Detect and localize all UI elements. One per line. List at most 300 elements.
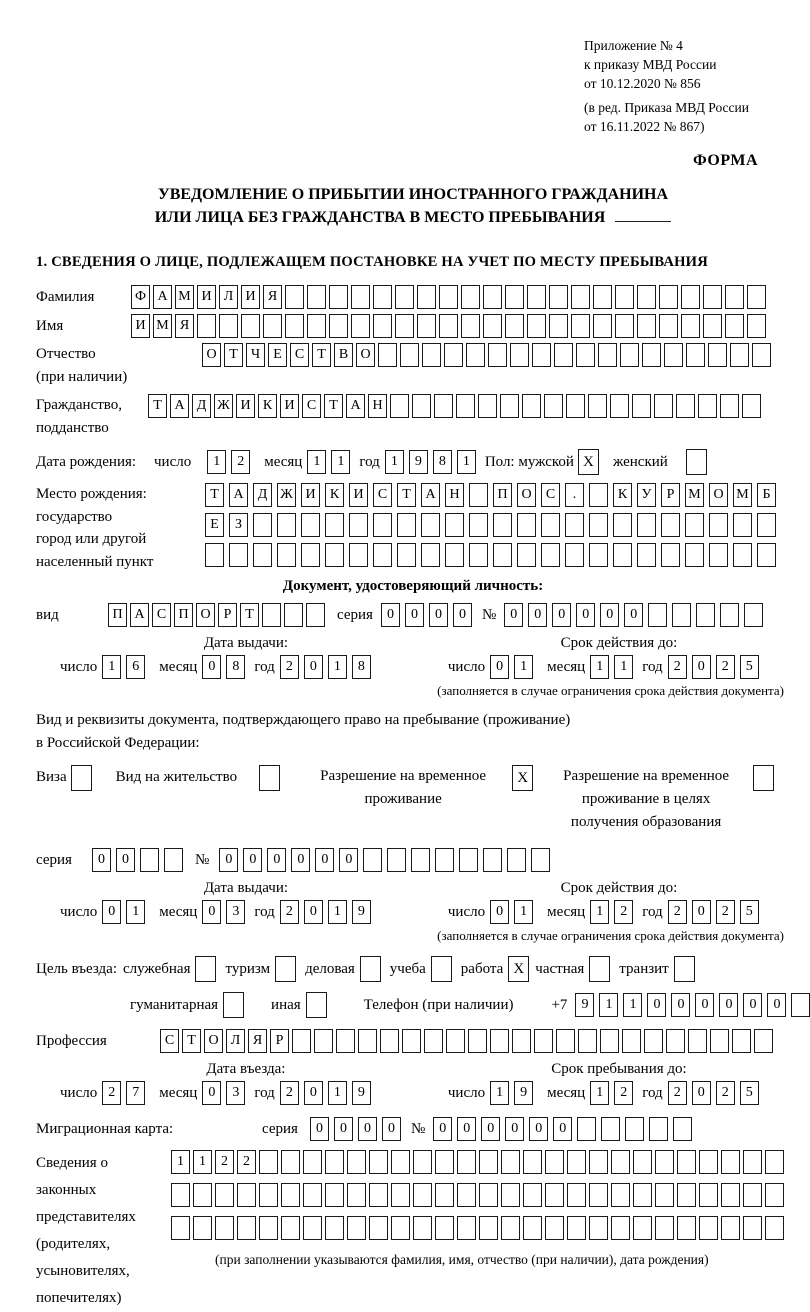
char-cell[interactable] [347, 1150, 366, 1174]
char-cell[interactable] [633, 1150, 652, 1174]
char-cell[interactable] [259, 1216, 278, 1240]
char-cell[interactable] [666, 1029, 685, 1053]
char-cell[interactable] [253, 543, 272, 567]
char-cell[interactable] [676, 394, 695, 418]
char-cell[interactable] [655, 1216, 674, 1240]
char-cell[interactable] [576, 343, 595, 367]
char-cell[interactable] [556, 1029, 575, 1053]
char-cell[interactable] [391, 1183, 410, 1207]
char-cell[interactable] [435, 1183, 454, 1207]
char-cell[interactable] [527, 285, 546, 309]
char-cell[interactable] [435, 1216, 454, 1240]
char-cell[interactable] [601, 1117, 620, 1141]
char-cell[interactable]: 2 [614, 1081, 633, 1105]
char-cell[interactable] [347, 1216, 366, 1240]
char-cell[interactable] [757, 513, 776, 537]
char-cell[interactable]: 1 [328, 900, 347, 924]
char-cell[interactable]: 0 [671, 993, 690, 1017]
char-cell[interactable] [677, 1216, 696, 1240]
char-cell[interactable] [259, 1150, 278, 1174]
char-cell[interactable] [445, 543, 464, 567]
char-cell[interactable] [229, 543, 248, 567]
char-cell[interactable] [545, 1183, 564, 1207]
char-cell[interactable]: А [229, 483, 248, 507]
char-cell[interactable]: У [637, 483, 656, 507]
char-cell[interactable] [589, 1183, 608, 1207]
char-cell[interactable] [459, 848, 478, 872]
char-cell[interactable]: 0 [202, 655, 221, 679]
char-cell[interactable] [281, 1150, 300, 1174]
char-cell[interactable] [306, 603, 325, 627]
char-cell[interactable]: 0 [505, 1117, 524, 1141]
char-cell[interactable] [699, 1216, 718, 1240]
char-cell[interactable] [303, 1216, 322, 1240]
char-cell[interactable] [411, 848, 430, 872]
char-cell[interactable] [478, 394, 497, 418]
char-cell[interactable]: М [733, 483, 752, 507]
char-cell[interactable] [685, 513, 704, 537]
char-cell[interactable]: 5 [740, 655, 759, 679]
char-cell[interactable] [193, 1216, 212, 1240]
char-cell[interactable] [378, 343, 397, 367]
char-cell[interactable] [285, 314, 304, 338]
char-cell[interactable] [446, 1029, 465, 1053]
char-cell[interactable] [710, 1029, 729, 1053]
char-cell[interactable] [565, 543, 584, 567]
checkbox-female[interactable] [686, 449, 707, 475]
checkbox-visa[interactable] [71, 765, 92, 791]
char-cell[interactable] [237, 1183, 256, 1207]
char-cell[interactable] [721, 1150, 740, 1174]
char-cell[interactable]: 1 [590, 655, 609, 679]
char-cell[interactable] [661, 513, 680, 537]
char-cell[interactable]: 9 [409, 450, 428, 474]
char-cell[interactable] [632, 394, 651, 418]
char-cell[interactable] [545, 1216, 564, 1240]
char-cell[interactable]: П [108, 603, 127, 627]
char-cell[interactable] [720, 394, 739, 418]
char-cell[interactable] [577, 1117, 596, 1141]
char-cell[interactable] [307, 285, 326, 309]
char-cell[interactable] [490, 1029, 509, 1053]
char-cell[interactable] [743, 1183, 762, 1207]
char-cell[interactable] [677, 1150, 696, 1174]
char-cell[interactable] [655, 1183, 674, 1207]
char-cell[interactable] [661, 543, 680, 567]
char-cell[interactable] [412, 394, 431, 418]
char-cell[interactable] [373, 543, 392, 567]
char-cell[interactable]: И [236, 394, 255, 418]
char-cell[interactable]: 2 [716, 655, 735, 679]
char-cell[interactable] [654, 394, 673, 418]
char-cell[interactable]: 0 [339, 848, 358, 872]
char-cell[interactable] [686, 343, 705, 367]
char-cell[interactable] [659, 314, 678, 338]
char-cell[interactable]: 0 [600, 603, 619, 627]
char-cell[interactable]: Н [445, 483, 464, 507]
char-cell[interactable] [501, 1216, 520, 1240]
char-cell[interactable]: 0 [334, 1117, 353, 1141]
char-cell[interactable]: А [346, 394, 365, 418]
char-cell[interactable]: 2 [614, 900, 633, 924]
char-cell[interactable]: 1 [599, 993, 618, 1017]
char-cell[interactable]: К [258, 394, 277, 418]
char-cell[interactable]: Т [312, 343, 331, 367]
char-cell[interactable]: 1 [171, 1150, 190, 1174]
char-cell[interactable]: 0 [92, 848, 111, 872]
char-cell[interactable]: И [241, 285, 260, 309]
char-cell[interactable]: 0 [647, 993, 666, 1017]
checkbox-business[interactable] [360, 956, 381, 982]
char-cell[interactable] [285, 285, 304, 309]
char-cell[interactable] [644, 1029, 663, 1053]
char-cell[interactable]: 0 [453, 603, 472, 627]
char-cell[interactable] [571, 285, 590, 309]
char-cell[interactable] [417, 285, 436, 309]
char-cell[interactable]: 0 [102, 900, 121, 924]
char-cell[interactable] [237, 1216, 256, 1240]
char-cell[interactable] [215, 1216, 234, 1240]
char-cell[interactable]: 0 [576, 603, 595, 627]
char-cell[interactable] [720, 603, 739, 627]
char-cell[interactable] [541, 513, 560, 537]
char-cell[interactable]: В [334, 343, 353, 367]
char-cell[interactable] [373, 285, 392, 309]
char-cell[interactable] [387, 848, 406, 872]
char-cell[interactable] [721, 1216, 740, 1240]
char-cell[interactable] [445, 513, 464, 537]
char-cell[interactable]: 9 [352, 1081, 371, 1105]
checkbox-official[interactable] [195, 956, 216, 982]
char-cell[interactable]: Т [148, 394, 167, 418]
char-cell[interactable]: 0 [719, 993, 738, 1017]
char-cell[interactable]: 1 [328, 1081, 347, 1105]
char-cell[interactable]: 0 [692, 655, 711, 679]
char-cell[interactable] [444, 343, 463, 367]
char-cell[interactable] [468, 1029, 487, 1053]
char-cell[interactable]: С [373, 483, 392, 507]
char-cell[interactable]: 8 [352, 655, 371, 679]
char-cell[interactable] [611, 1150, 630, 1174]
char-cell[interactable]: 1 [385, 450, 404, 474]
char-cell[interactable]: 0 [304, 655, 323, 679]
char-cell[interactable] [461, 314, 480, 338]
checkbox-transit[interactable] [674, 956, 695, 982]
char-cell[interactable]: 2 [668, 655, 687, 679]
char-cell[interactable]: 1 [328, 655, 347, 679]
char-cell[interactable] [532, 343, 551, 367]
char-cell[interactable] [505, 285, 524, 309]
char-cell[interactable] [351, 285, 370, 309]
char-cell[interactable] [457, 1150, 476, 1174]
char-cell[interactable]: 0 [116, 848, 135, 872]
char-cell[interactable] [637, 314, 656, 338]
char-cell[interactable]: И [280, 394, 299, 418]
char-cell[interactable]: 1 [307, 450, 326, 474]
char-cell[interactable] [424, 1029, 443, 1053]
char-cell[interactable]: 2 [668, 900, 687, 924]
char-cell[interactable]: Ж [214, 394, 233, 418]
char-cell[interactable] [649, 1117, 668, 1141]
char-cell[interactable] [721, 1183, 740, 1207]
char-cell[interactable] [325, 1216, 344, 1240]
char-cell[interactable]: О [204, 1029, 223, 1053]
char-cell[interactable] [301, 513, 320, 537]
char-cell[interactable]: 0 [624, 603, 643, 627]
char-cell[interactable]: 9 [352, 900, 371, 924]
char-cell[interactable]: 0 [405, 603, 424, 627]
char-cell[interactable]: А [130, 603, 149, 627]
char-cell[interactable] [369, 1183, 388, 1207]
char-cell[interactable]: Я [248, 1029, 267, 1053]
char-cell[interactable] [655, 1150, 674, 1174]
char-cell[interactable]: 0 [429, 603, 448, 627]
char-cell[interactable]: Ф [131, 285, 150, 309]
char-cell[interactable] [534, 1029, 553, 1053]
char-cell[interactable]: 3 [226, 1081, 245, 1105]
char-cell[interactable]: 0 [692, 900, 711, 924]
char-cell[interactable] [725, 314, 744, 338]
char-cell[interactable] [593, 285, 612, 309]
char-cell[interactable]: 2 [280, 655, 299, 679]
char-cell[interactable]: 0 [490, 655, 509, 679]
char-cell[interactable]: 2 [102, 1081, 121, 1105]
char-cell[interactable]: 1 [514, 655, 533, 679]
char-cell[interactable] [510, 343, 529, 367]
char-cell[interactable] [554, 343, 573, 367]
char-cell[interactable]: А [153, 285, 172, 309]
char-cell[interactable] [549, 314, 568, 338]
char-cell[interactable] [747, 285, 766, 309]
char-cell[interactable] [633, 1183, 652, 1207]
char-cell[interactable]: 1 [490, 1081, 509, 1105]
char-cell[interactable] [493, 513, 512, 537]
char-cell[interactable] [791, 993, 810, 1017]
char-cell[interactable] [277, 513, 296, 537]
char-cell[interactable]: 0 [528, 603, 547, 627]
char-cell[interactable] [402, 1029, 421, 1053]
char-cell[interactable] [303, 1150, 322, 1174]
char-cell[interactable]: 1 [590, 1081, 609, 1105]
char-cell[interactable] [479, 1216, 498, 1240]
char-cell[interactable] [685, 543, 704, 567]
char-cell[interactable]: 0 [202, 1081, 221, 1105]
char-cell[interactable] [505, 314, 524, 338]
char-cell[interactable] [277, 543, 296, 567]
char-cell[interactable] [421, 513, 440, 537]
char-cell[interactable]: К [613, 483, 632, 507]
char-cell[interactable]: С [290, 343, 309, 367]
char-cell[interactable] [725, 285, 744, 309]
char-cell[interactable] [567, 1183, 586, 1207]
char-cell[interactable] [456, 394, 475, 418]
char-cell[interactable] [672, 603, 691, 627]
char-cell[interactable] [281, 1216, 300, 1240]
char-cell[interactable] [140, 848, 159, 872]
char-cell[interactable] [329, 285, 348, 309]
char-cell[interactable] [765, 1183, 784, 1207]
char-cell[interactable]: . [565, 483, 584, 507]
char-cell[interactable] [325, 1183, 344, 1207]
char-cell[interactable]: Ж [277, 483, 296, 507]
char-cell[interactable] [469, 543, 488, 567]
char-cell[interactable] [517, 513, 536, 537]
char-cell[interactable] [523, 1183, 542, 1207]
char-cell[interactable] [241, 314, 260, 338]
char-cell[interactable] [303, 1183, 322, 1207]
char-cell[interactable] [730, 343, 749, 367]
char-cell[interactable] [544, 394, 563, 418]
char-cell[interactable]: С [160, 1029, 179, 1053]
char-cell[interactable]: Я [175, 314, 194, 338]
char-cell[interactable] [301, 543, 320, 567]
char-cell[interactable]: М [175, 285, 194, 309]
char-cell[interactable] [413, 1150, 432, 1174]
char-cell[interactable] [622, 1029, 641, 1053]
char-cell[interactable]: 1 [207, 450, 226, 474]
char-cell[interactable]: И [197, 285, 216, 309]
char-cell[interactable] [648, 603, 667, 627]
char-cell[interactable]: 2 [716, 1081, 735, 1105]
char-cell[interactable] [696, 603, 715, 627]
checkbox-temporary-residence-education[interactable] [753, 765, 774, 791]
char-cell[interactable] [637, 285, 656, 309]
char-cell[interactable] [681, 285, 700, 309]
char-cell[interactable] [197, 314, 216, 338]
char-cell[interactable] [164, 848, 183, 872]
char-cell[interactable] [488, 343, 507, 367]
char-cell[interactable] [744, 603, 763, 627]
char-cell[interactable] [677, 1183, 696, 1207]
char-cell[interactable] [588, 394, 607, 418]
char-cell[interactable] [703, 285, 722, 309]
char-cell[interactable] [699, 1150, 718, 1174]
char-cell[interactable] [613, 543, 632, 567]
char-cell[interactable]: Ч [246, 343, 265, 367]
char-cell[interactable]: 0 [382, 1117, 401, 1141]
char-cell[interactable]: О [196, 603, 215, 627]
char-cell[interactable]: Я [263, 285, 282, 309]
char-cell[interactable] [400, 343, 419, 367]
char-cell[interactable] [421, 543, 440, 567]
char-cell[interactable] [757, 543, 776, 567]
char-cell[interactable]: А [421, 483, 440, 507]
char-cell[interactable] [469, 483, 488, 507]
char-cell[interactable]: Р [270, 1029, 289, 1053]
char-cell[interactable]: 0 [358, 1117, 377, 1141]
char-cell[interactable]: Л [219, 285, 238, 309]
char-cell[interactable]: Т [397, 483, 416, 507]
char-cell[interactable] [664, 343, 683, 367]
checkbox-male[interactable]: X [578, 449, 599, 475]
char-cell[interactable] [709, 543, 728, 567]
char-cell[interactable]: И [301, 483, 320, 507]
char-cell[interactable] [292, 1029, 311, 1053]
char-cell[interactable] [205, 543, 224, 567]
char-cell[interactable] [613, 513, 632, 537]
char-cell[interactable]: 0 [243, 848, 262, 872]
char-cell[interactable] [699, 1183, 718, 1207]
char-cell[interactable] [314, 1029, 333, 1053]
char-cell[interactable] [369, 1150, 388, 1174]
char-cell[interactable]: Р [661, 483, 680, 507]
char-cell[interactable] [589, 543, 608, 567]
char-cell[interactable] [598, 343, 617, 367]
char-cell[interactable] [461, 285, 480, 309]
char-cell[interactable] [752, 343, 771, 367]
char-cell[interactable] [439, 285, 458, 309]
char-cell[interactable]: 7 [126, 1081, 145, 1105]
char-cell[interactable] [369, 1216, 388, 1240]
char-cell[interactable] [479, 1183, 498, 1207]
char-cell[interactable] [434, 394, 453, 418]
char-cell[interactable] [263, 314, 282, 338]
char-cell[interactable] [747, 314, 766, 338]
char-cell[interactable] [531, 848, 550, 872]
char-cell[interactable]: 0 [457, 1117, 476, 1141]
char-cell[interactable] [703, 314, 722, 338]
checkbox-tourism[interactable] [275, 956, 296, 982]
char-cell[interactable]: 0 [315, 848, 334, 872]
char-cell[interactable]: 0 [381, 603, 400, 627]
char-cell[interactable]: 3 [226, 900, 245, 924]
char-cell[interactable] [215, 1183, 234, 1207]
char-cell[interactable] [512, 1029, 531, 1053]
char-cell[interactable]: 0 [490, 900, 509, 924]
char-cell[interactable] [501, 1150, 520, 1174]
char-cell[interactable]: 8 [226, 655, 245, 679]
char-cell[interactable]: Л [226, 1029, 245, 1053]
char-cell[interactable]: Е [205, 513, 224, 537]
char-cell[interactable] [507, 848, 526, 872]
checkbox-work[interactable]: X [508, 956, 529, 982]
char-cell[interactable]: М [685, 483, 704, 507]
char-cell[interactable] [589, 513, 608, 537]
char-cell[interactable] [325, 1150, 344, 1174]
char-cell[interactable] [422, 343, 441, 367]
char-cell[interactable] [765, 1150, 784, 1174]
char-cell[interactable]: 0 [291, 848, 310, 872]
checkbox-residence-permit[interactable] [259, 765, 280, 791]
char-cell[interactable]: 1 [331, 450, 350, 474]
char-cell[interactable]: Т [224, 343, 243, 367]
char-cell[interactable] [469, 513, 488, 537]
char-cell[interactable] [325, 543, 344, 567]
char-cell[interactable]: 1 [102, 655, 121, 679]
char-cell[interactable] [589, 483, 608, 507]
char-cell[interactable] [413, 1216, 432, 1240]
checkbox-temporary-residence[interactable]: X [512, 765, 533, 791]
char-cell[interactable] [397, 543, 416, 567]
char-cell[interactable] [615, 314, 634, 338]
char-cell[interactable] [395, 314, 414, 338]
char-cell[interactable] [439, 314, 458, 338]
char-cell[interactable]: Е [268, 343, 287, 367]
char-cell[interactable]: 0 [504, 603, 523, 627]
char-cell[interactable]: 2 [280, 900, 299, 924]
char-cell[interactable] [633, 1216, 652, 1240]
char-cell[interactable] [578, 1029, 597, 1053]
char-cell[interactable]: 0 [552, 603, 571, 627]
char-cell[interactable] [620, 343, 639, 367]
char-cell[interactable] [615, 285, 634, 309]
char-cell[interactable] [527, 314, 546, 338]
char-cell[interactable] [259, 1183, 278, 1207]
char-cell[interactable] [611, 1183, 630, 1207]
char-cell[interactable] [413, 1183, 432, 1207]
char-cell[interactable]: 9 [514, 1081, 533, 1105]
char-cell[interactable] [732, 1029, 751, 1053]
